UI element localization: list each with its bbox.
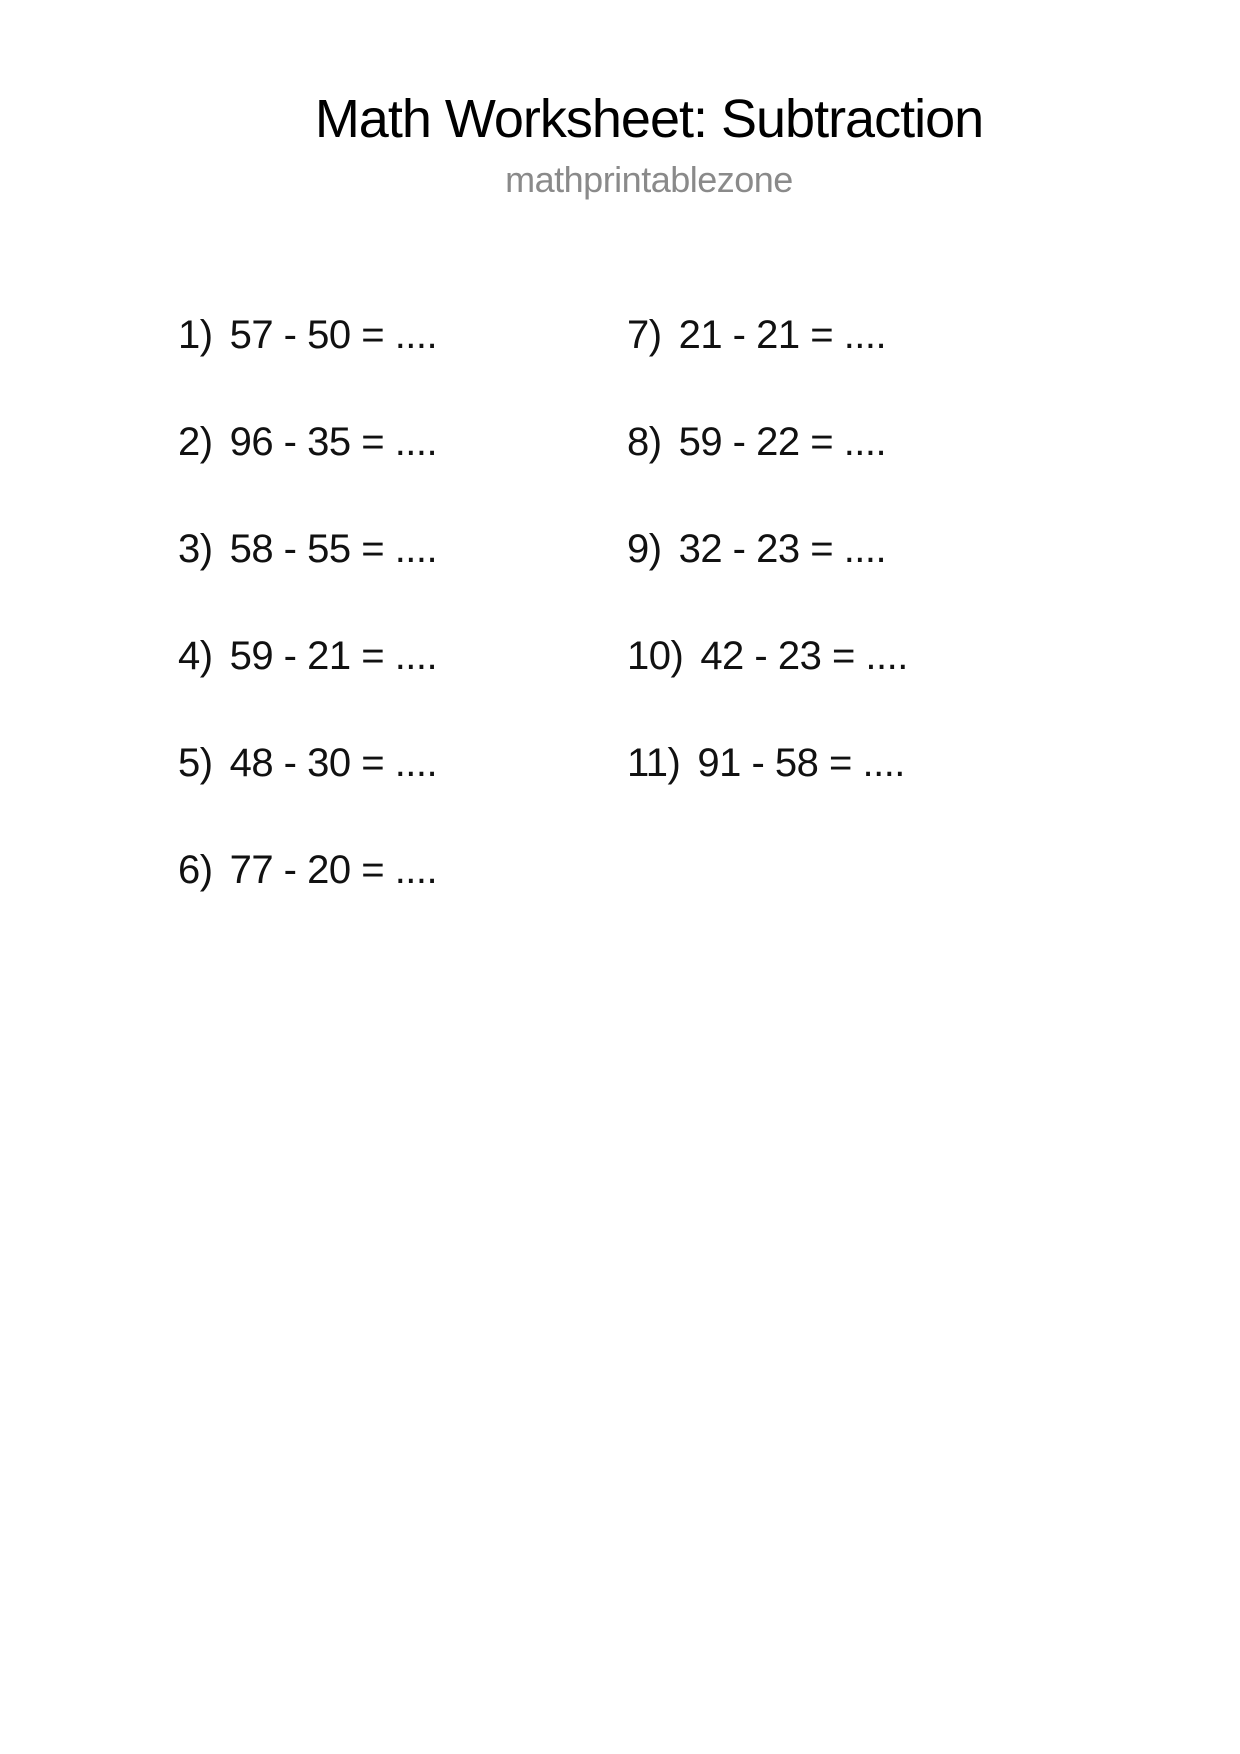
problem-number: 1)	[178, 313, 213, 357]
problem-number: 3)	[178, 527, 213, 571]
problem-expression: 77 - 20 = ....	[229, 848, 438, 892]
problem-expression: 58 - 55 = ....	[229, 527, 438, 571]
problems-column-left	[178, 312, 437, 954]
problem-3	[178, 526, 437, 573]
problem-number: 10)	[627, 634, 684, 678]
problem-number: 4)	[178, 634, 213, 678]
problem-4	[178, 633, 437, 680]
problem-expression: 42 - 23 = ....	[700, 634, 908, 678]
problem-2	[178, 419, 437, 466]
problem-expression: 59 - 22 = ....	[678, 420, 887, 464]
problem-expression: 57 - 50 = ....	[229, 313, 438, 357]
problem-8	[627, 419, 908, 466]
problem-number: 11)	[627, 741, 681, 785]
problem-expression: 21 - 21 = ....	[678, 313, 887, 357]
problems-column-right	[627, 312, 908, 847]
problem-10	[627, 633, 908, 680]
problem-number: 5)	[178, 741, 213, 785]
problem-number: 8)	[627, 420, 662, 464]
page-title: Math Worksheet: Subtraction	[314, 89, 984, 149]
problem-expression: 59 - 21 = ....	[229, 634, 438, 678]
problem-expression: 48 - 30 = ....	[229, 741, 438, 785]
worksheet-header	[0, 88, 1240, 200]
problem-7	[627, 312, 908, 359]
problem-5	[178, 740, 437, 787]
problem-6	[178, 847, 437, 894]
problem-11	[627, 740, 908, 787]
problem-9	[627, 526, 908, 573]
problem-number: 7)	[627, 313, 662, 357]
problem-1	[178, 312, 437, 359]
problem-number: 9)	[627, 527, 662, 571]
problem-expression: 32 - 23 = ....	[678, 527, 887, 571]
problem-number: 6)	[178, 848, 213, 892]
site-name: mathprintablezone	[505, 159, 793, 201]
problem-number: 2)	[178, 420, 213, 464]
problem-expression: 91 - 58 = ....	[697, 741, 905, 785]
problem-expression: 96 - 35 = ....	[229, 420, 438, 464]
